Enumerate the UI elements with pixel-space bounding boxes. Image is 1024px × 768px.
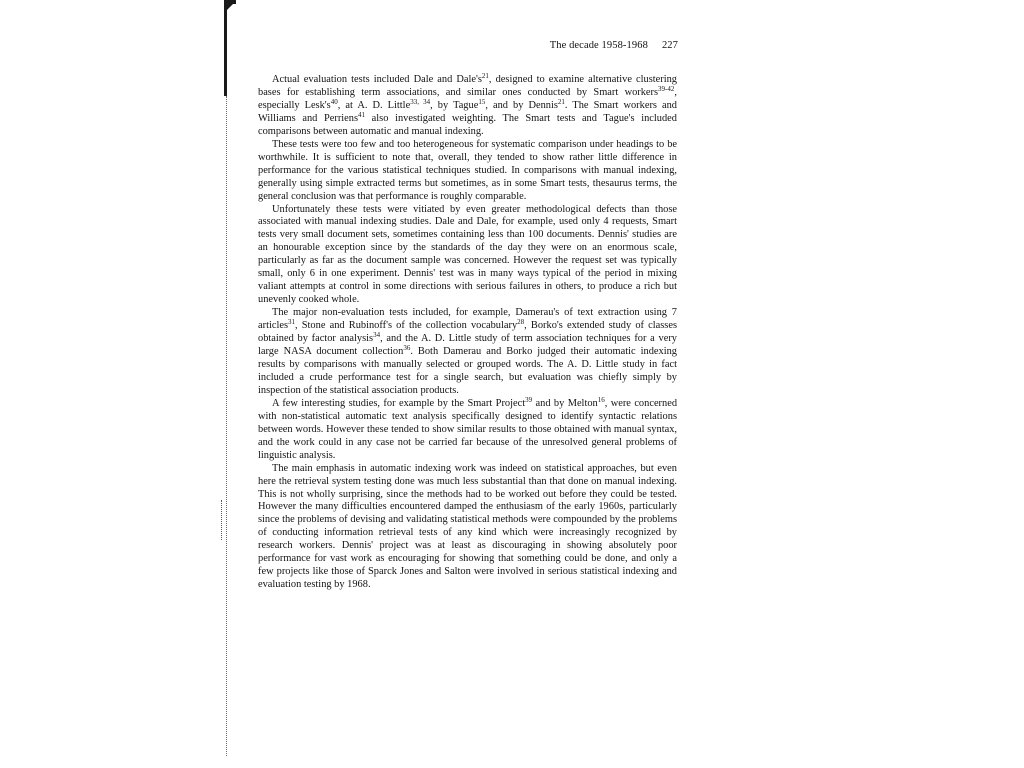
paragraph-text: . Both Damerau and Borko judged their automatic indexing results by comparisons with manually selected or grouped words. The A. D. Little study in fact included a crude performance test for a single search, but evaluation was chiefly simply by inspection of the statistical association products.: [258, 346, 678, 396]
citation-superscript: 41: [358, 110, 366, 119]
page-edge-specks: [221, 500, 224, 540]
paragraph: [258, 307, 677, 398]
citation-superscript: 40: [330, 97, 338, 106]
paragraph-text: These tests were too few and too heterogeneous for systematic comparison under headings to be worthwhile. It is sufficient to note that, overall, they tended to show rather little difference in performance for the various statistical techniques studied. In comparisons with manual indexing, generally using simple extracted terms but sometimes, as in some Smart tests, thesaurus terms, the general conclusion was that performance is roughly comparable.: [258, 138, 677, 202]
paragraph-text: Unfortunately these tests were vitiated by even greater methodological defects than those associated with manual indexing studies. Dale and Dale, for example, used only 4 requests, Smart tests very small document sets, sometimes containing less than 100 documents. Dennis' studies are an honourable exception since by the standards of the day they were on an enormous scale, particularly as far as the document sample was concerned. However the request set was typically small, only 6 in one experiment. Dennis' test was in many ways typical of the period in mixing valiant attempts at control in some directions with serious failures in others, to produce a rich but unevenly cooked whole.: [258, 203, 677, 306]
paragraph: [258, 204, 677, 308]
citation-superscript: 33, 34: [410, 97, 431, 106]
citation-superscript: 39-42: [658, 84, 675, 93]
paragraph-text: , designed to examine alternative clustering bases for establishing term associations, and similar ones conducted by Smart workers: [258, 74, 677, 98]
paragraph-text: also investigated weighting. The Smart tests and Tague's included comparisons between automatic and manual indexing.: [258, 112, 677, 137]
paragraph-text: , were concerned with non-statistical automatic text analysis specifically designed to identify syntactic relations between words. However these tended to show similar results to those obtained with manual syntax, and the work could in any case not be carried far because of the unresolved general problems of linguistic analysis.: [258, 397, 678, 461]
citation-superscript: 21: [481, 72, 489, 80]
paragraph: [258, 139, 677, 204]
paragraph-text: , and the A. D. Little study of term association techniques for a very large NASA document collection: [258, 333, 677, 358]
paragraph-text: The main emphasis in automatic indexing work was indeed on statistical approaches, but even here the retrieval system testing done was much less substantial than that done on manual indexing. This is not wholly surprising, since the methods had to be worked out before they could be tested. However the many difficulties encountered damped the enthusiasm of the early 1960s, particularly since the problems of devising and validating statistical methods were compounded by the problems of conducting information retrieval tests of any kind which were increasingly recognized by research workers. Dennis' project was at least as discouraging in showing absolutely poor performance for vast work as encouraging for showing that something could be done, and only a few projects like those of Sparck Jones and Salton were involved in serious statistical indexing and evaluation testing by 1968.: [258, 462, 677, 591]
citation-superscript: 39: [525, 395, 533, 404]
citation-superscript: 28: [517, 318, 525, 327]
page-binding-edge: [226, 96, 227, 756]
page-edge-mark: [224, 0, 227, 96]
paragraph-text: Actual evaluation tests included Dale and Dale's: [272, 74, 482, 85]
paragraph-text: and by Melton: [532, 397, 598, 409]
citation-superscript: 21: [557, 97, 565, 106]
paragraph-text: , at A. D. Little: [337, 99, 411, 111]
paragraph-text: , especially Lesk's: [258, 86, 677, 111]
paragraph-text: . The Smart workers and Williams and Perriens: [258, 99, 678, 124]
paragraph-text: , and by Dennis: [485, 99, 558, 111]
paragraph-text: , Stone and Rubinoff's of the collection vocabulary: [295, 320, 518, 332]
paragraph-text: A few interesting studies, for example by the Smart Project: [272, 397, 526, 409]
paragraph-text: , by Tague: [430, 99, 479, 111]
body-text: [258, 74, 677, 592]
paragraph: [258, 395, 678, 463]
citation-superscript: 15: [478, 97, 486, 106]
page-corner-notch: [227, 4, 233, 10]
citation-superscript: 34: [373, 331, 381, 340]
paragraph: [258, 74, 677, 139]
citation-superscript: 36: [403, 344, 411, 353]
paragraph-text: , Borko's extended study of classes obtained by factor analysis: [258, 320, 677, 345]
page-number: 227: [661, 40, 678, 51]
running-head-title: The decade 1958-1968: [549, 40, 648, 51]
running-head: [258, 40, 678, 51]
citation-superscript: 31: [288, 318, 295, 327]
citation-superscript: 16: [597, 395, 605, 404]
paragraph: [258, 463, 677, 593]
paragraph-text: The major non-evaluation tests included, for example, Damerau's of text extraction using 7 articles: [258, 307, 677, 332]
